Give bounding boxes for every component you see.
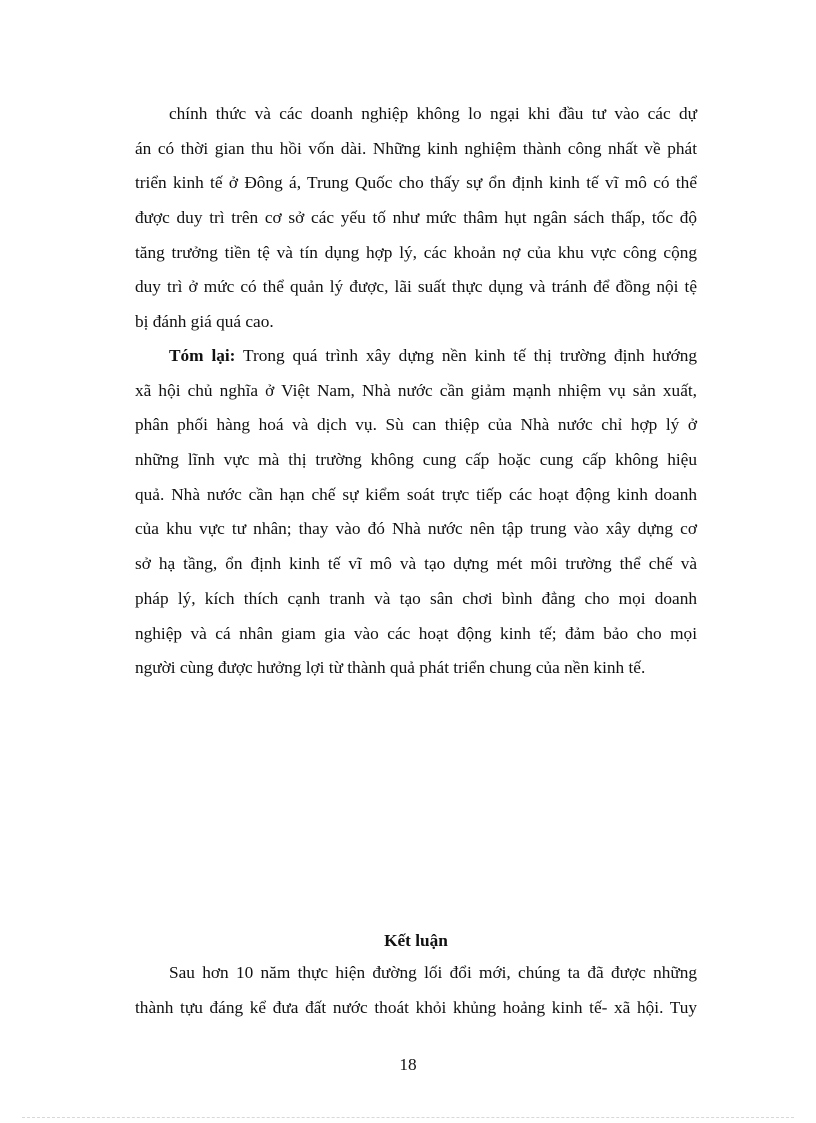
text-line: những lĩnh vực mà thị trường không cung cấp hoặc cung cấp không hiệu bbox=[135, 450, 697, 470]
text-line: của khu vực tư nhân; thay vào đó Nhà nước nên tập trung vào xây dựng cơ bbox=[135, 519, 697, 539]
section-heading: Kết luận bbox=[384, 931, 448, 950]
page-number: 18 bbox=[399, 1055, 417, 1074]
text-line: bị đánh giá quá cao. bbox=[135, 312, 274, 332]
summary-lead: Tóm lại: bbox=[169, 346, 236, 365]
text-line: tăng trưởng tiền tệ và tín dụng hợp lý, các khoản nợ của khu vực công cộng bbox=[135, 242, 697, 262]
text-line: sở hạ tầng, ổn định kinh tế vĩ mô và tạo dựng mét môi trường thể chế và bbox=[135, 554, 697, 574]
text-line: quả. Nhà nước cần hạn chế sự kiểm soát trực tiếp các hoạt động kinh doanh bbox=[135, 484, 697, 504]
text-line: thành tựu đáng kể đưa đất nước thoát khỏi khủng hoảng kinh tế- xã hội. Tuy bbox=[135, 997, 697, 1017]
paragraph-conclusion bbox=[135, 956, 697, 1025]
paragraph-summary bbox=[135, 339, 697, 686]
text-fragment: Trong quá trình xây dựng nền kinh tế thị trường định hướng bbox=[235, 346, 697, 365]
text-line-with-lead bbox=[135, 339, 697, 374]
text-line: xã hội chủ nghĩa ở Việt Nam, Nhà nước cần giảm mạnh nhiệm vụ sản xuất, bbox=[135, 380, 697, 400]
page-bottom-divider bbox=[22, 1117, 794, 1118]
text-line: người cùng được hưởng lợi từ thành quả phát triển chung của nền kinh tế. bbox=[135, 658, 646, 678]
paragraph-economic-stability bbox=[135, 97, 697, 340]
text-line: nghiệp và cá nhân giam gia vào các hoạt động kinh tế; đảm bảo cho mọi bbox=[135, 623, 697, 643]
text-line: chính thức và các doanh nghiệp không lo ngại khi đầu tư vào các dự bbox=[169, 104, 697, 123]
text-line: Sau hơn 10 năm thực hiện đường lối đổi mới, chúng ta đã được những bbox=[169, 963, 697, 982]
text-line: triển kinh tế ở Đông á, Trung Quốc cho thấy sự ổn định kinh tế vĩ mô có thể bbox=[135, 173, 697, 193]
text-line: phân phối hàng hoá và dịch vụ. Sù can thiệp của Nhà nước chỉ hợp lý ở bbox=[135, 415, 697, 435]
text-line: án có thời gian thu hồi vốn dài. Những kinh nghiệm thành công nhất về phát bbox=[135, 138, 697, 158]
text-line: duy trì ở mức có thể quản lý được, lãi suất thực dụng và tránh để đồng nội tệ bbox=[135, 277, 697, 297]
text-line: được duy trì trên cơ sở các yếu tố như mức thâm hụt ngân sách thấp, tốc độ bbox=[135, 208, 697, 228]
text-line: pháp lý, kích thích cạnh tranh và tạo sân chơi bình đẳng cho mọi doanh bbox=[135, 588, 697, 608]
